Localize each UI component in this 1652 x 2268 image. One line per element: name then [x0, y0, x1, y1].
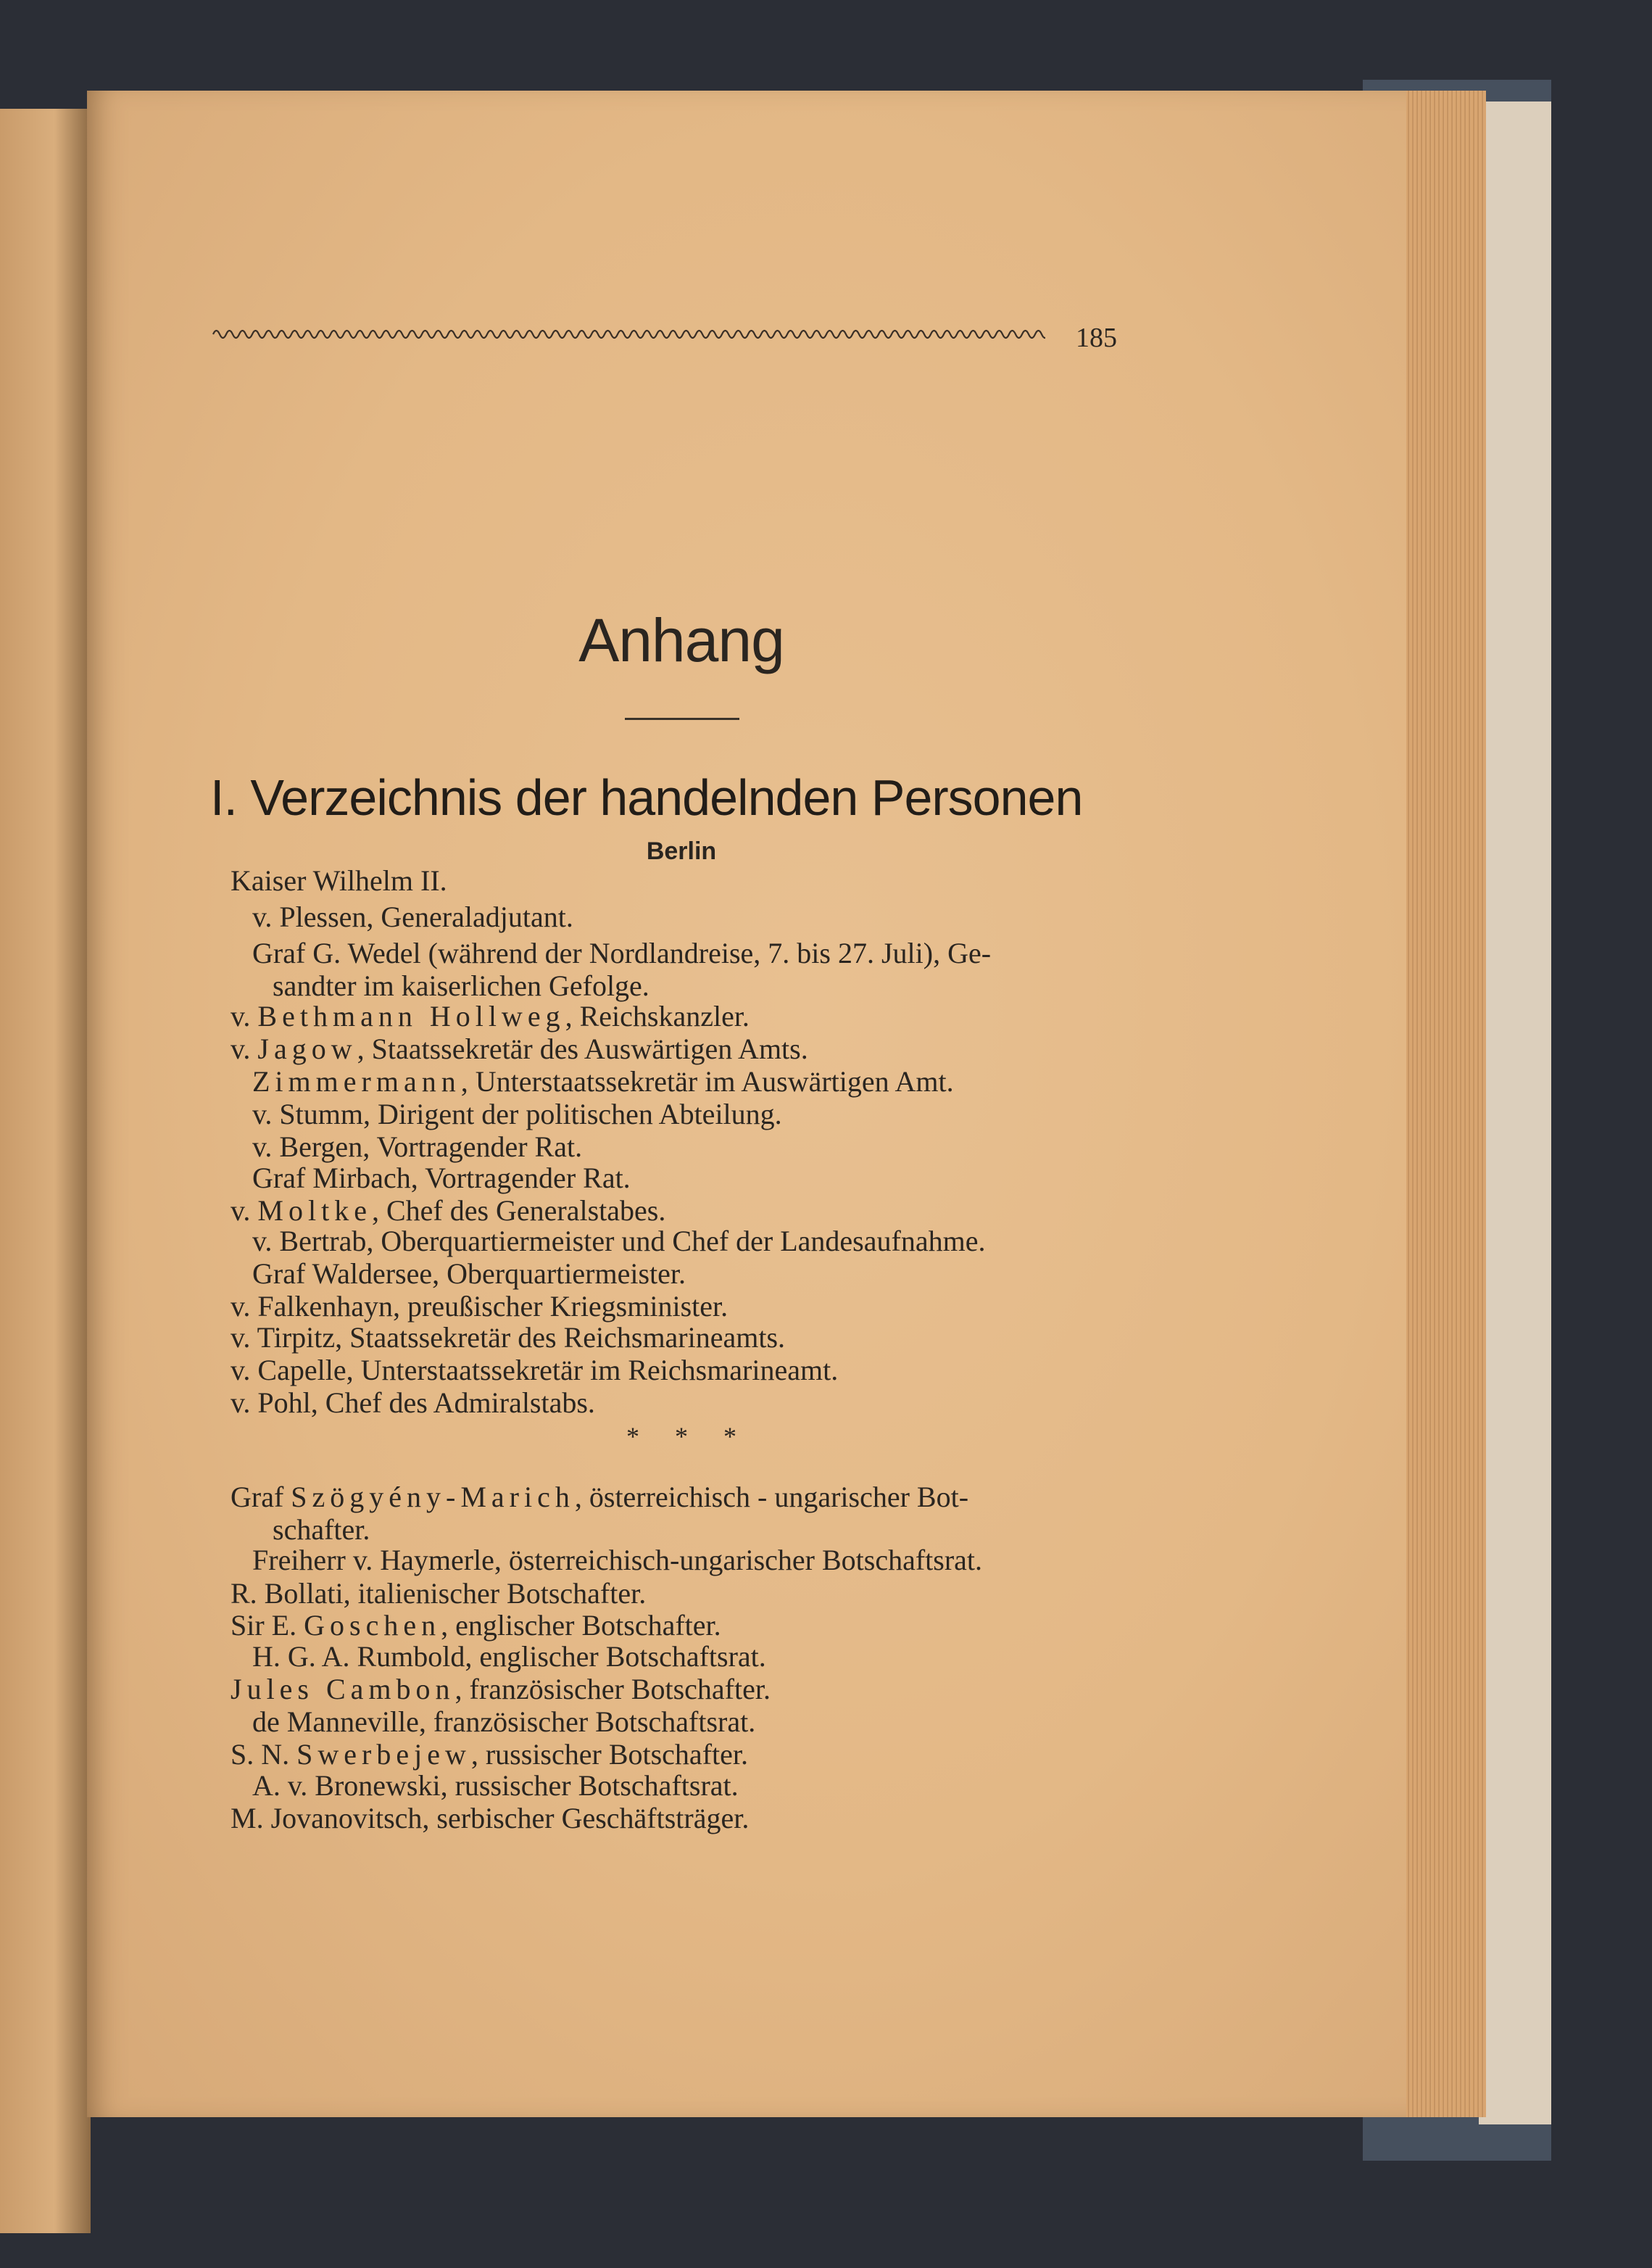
- list-item: de Manneville, französischer Botschaftsrat.: [252, 1705, 756, 1738]
- list-item: R. Bollati, italienischer Botschafter.: [231, 1577, 647, 1610]
- left-page-edge: [0, 109, 91, 2233]
- list-item: v. Tirpitz, Staatssekretär des Reichsmarineamts.: [231, 1321, 786, 1354]
- list-item: Graf Mirbach, Vortragender Rat.: [252, 1162, 631, 1194]
- ornamental-header-rule: [210, 323, 1045, 345]
- list-item: Graf Szögyény-Marich, österreichisch - ungarischer Bot-: [231, 1481, 969, 1513]
- list-item: Kaiser Wilhelm II.: [231, 864, 447, 897]
- list-item: Graf Waldersee, Oberquartiermeister.: [252, 1257, 686, 1290]
- list-item: S. N. Swerbejew, russischer Botschafter.: [231, 1738, 748, 1771]
- list-item: v. Falkenhayn, preußischer Kriegsminister.: [231, 1290, 729, 1323]
- list-item: sandter im kaiserlichen Gefolge.: [273, 969, 649, 1002]
- list-item: Zimmermann, Unterstaatssekretär im Auswärtigen Amt.: [252, 1065, 954, 1098]
- list-item: v. Bertrab, Oberquartiermeister und Chef der Landesaufnahme.: [252, 1225, 986, 1257]
- list-item: v. Capelle, Unterstaatssekretär im Reichsmarineamt.: [231, 1354, 839, 1386]
- list-item: v. Pohl, Chef des Admiralstabs.: [231, 1386, 595, 1419]
- list-item: v. Bergen, Vortragender Rat.: [252, 1130, 583, 1163]
- list-item: v. Moltke, Chef des Generalstabes.: [231, 1194, 666, 1227]
- list-item: v. Plessen, Generaladjutant.: [252, 901, 573, 933]
- list-item: Freiherr v. Haymerle, österreichisch-ungarischer Botschaftsrat.: [252, 1544, 983, 1576]
- list-item: Jules Cambon, französischer Botschafter.: [231, 1673, 771, 1705]
- list-item: Graf G. Wedel (während der Nordlandreise, 7. bis 27. Juli), Ge-: [252, 937, 992, 969]
- location-subheading: Berlin: [646, 837, 717, 865]
- section-separator: * * *: [626, 1422, 736, 1451]
- page-number: 185: [1076, 323, 1117, 353]
- list-item: H. G. A. Rumbold, englischer Botschaftsrat.: [252, 1640, 766, 1673]
- list-item: schafter.: [273, 1513, 370, 1546]
- section-heading: I. Verzeichnis der handelnden Personen: [210, 769, 1083, 826]
- page-title: Anhang: [578, 606, 784, 674]
- cover-inner-board: [1479, 102, 1551, 2124]
- list-item: v. Bethmann Hollweg, Reichskanzler.: [231, 1000, 750, 1032]
- list-item: Sir E. Goschen, englischer Botschafter.: [231, 1609, 721, 1642]
- list-item: M. Jovanovitsch, serbischer Geschäftsträger.: [231, 1802, 750, 1834]
- list-item: v. Stumm, Dirigent der politischen Abteilung.: [252, 1098, 782, 1130]
- title-divider: [625, 718, 739, 720]
- list-item: v. Jagow, Staatssekretär des Auswärtigen Amts.: [231, 1032, 808, 1065]
- list-item: A. v. Bronewski, russischer Botschaftsrat.: [252, 1769, 739, 1802]
